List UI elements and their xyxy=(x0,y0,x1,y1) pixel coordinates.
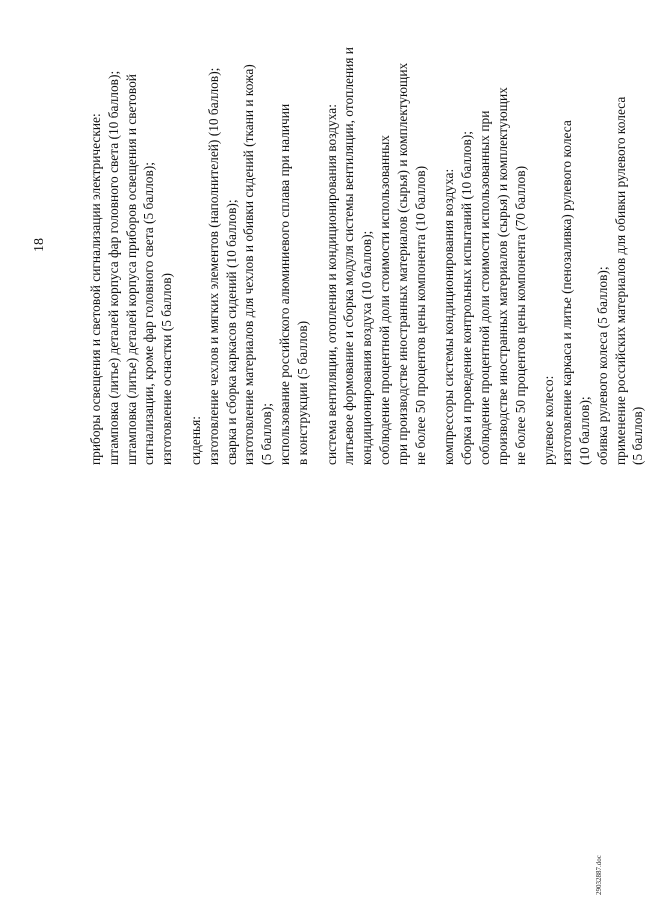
document-file-code: 29032887.doc xyxy=(595,855,603,895)
text-line: соблюдение процентной доли стоимости использованных при xyxy=(476,110,492,465)
text-line: сборка и проведение контрольных испытаний (10 баллов); xyxy=(459,131,475,465)
text-line: штамповка (литье) деталей корпуса приборов освещения и световой xyxy=(123,74,139,465)
text-line: сигнализации, кроме фар головного света (5 баллов); xyxy=(141,162,157,465)
section-gap xyxy=(312,25,323,465)
document-body xyxy=(50,25,647,465)
document-section xyxy=(187,25,312,465)
text-line: в конструкции (5 баллов) xyxy=(294,320,310,465)
document-section xyxy=(540,25,647,465)
text-line: сварка и сборка каркасов сидений (10 баллов); xyxy=(223,199,239,465)
text-line: соблюдение процентной доли стоимости использованных xyxy=(376,135,392,465)
text-line: применение российских материалов для обивки рулевого колеса xyxy=(612,96,628,465)
text-line: штамповка (литье) деталей корпуса фар головного света (10 баллов); xyxy=(105,70,121,465)
rotated-document-page xyxy=(32,25,646,465)
text-line: литьевое формование и сборка модуля системы вентиляции, отопления и xyxy=(341,47,357,465)
section-heading-line: рулевое колесо: xyxy=(541,375,557,465)
section-gap xyxy=(529,25,540,465)
text-line: кондиционирования воздуха (10 баллов); xyxy=(359,230,375,465)
document-section xyxy=(440,25,529,465)
page-number: 18 xyxy=(32,238,47,252)
text-line: изготовление оснастки (5 баллов) xyxy=(159,272,175,465)
section-heading-line: приборы освещения и световой сигнализации электрические: xyxy=(88,113,103,465)
text-line: изготовление чехлов и мягких элементов (наполнителей) (10 баллов); xyxy=(205,67,221,465)
text-line: (5 баллов) xyxy=(630,406,646,465)
text-line: (10 баллов); xyxy=(576,396,592,465)
section-gap xyxy=(176,25,187,465)
text-line: изготовление каркаса и литье (пенозаливка) рулевого колеса xyxy=(559,120,575,465)
document-section xyxy=(323,25,430,465)
text-line: использование российского алюминиевого сплава при наличии xyxy=(276,103,292,465)
text-line: (5 баллов); xyxy=(259,403,275,465)
section-heading-line: сиденья: xyxy=(187,415,203,465)
text-line: не более 50 процентов цены компонента (70 баллов) xyxy=(512,165,528,465)
section-gap xyxy=(429,25,440,465)
text-line: при производстве иностранных материалов (сырья) и комплектующих xyxy=(394,62,410,465)
text-line: производстве иностранных материалов (сырья) и комплектующих xyxy=(494,87,510,465)
section-heading-line: система вентиляции, отопления и кондиционирования воздуха: xyxy=(323,104,339,465)
document-section xyxy=(87,25,176,465)
text-line: не более 50 процентов цены компонента (10 баллов) xyxy=(412,165,428,465)
section-heading-line: компрессоры системы кондиционирования воздуха: xyxy=(441,168,457,465)
text-line: обивка рулевого колеса (5 баллов); xyxy=(594,266,610,465)
text-line: изготовление материалов для чехлов и обивки сидений (ткани и кожа) xyxy=(241,64,257,465)
